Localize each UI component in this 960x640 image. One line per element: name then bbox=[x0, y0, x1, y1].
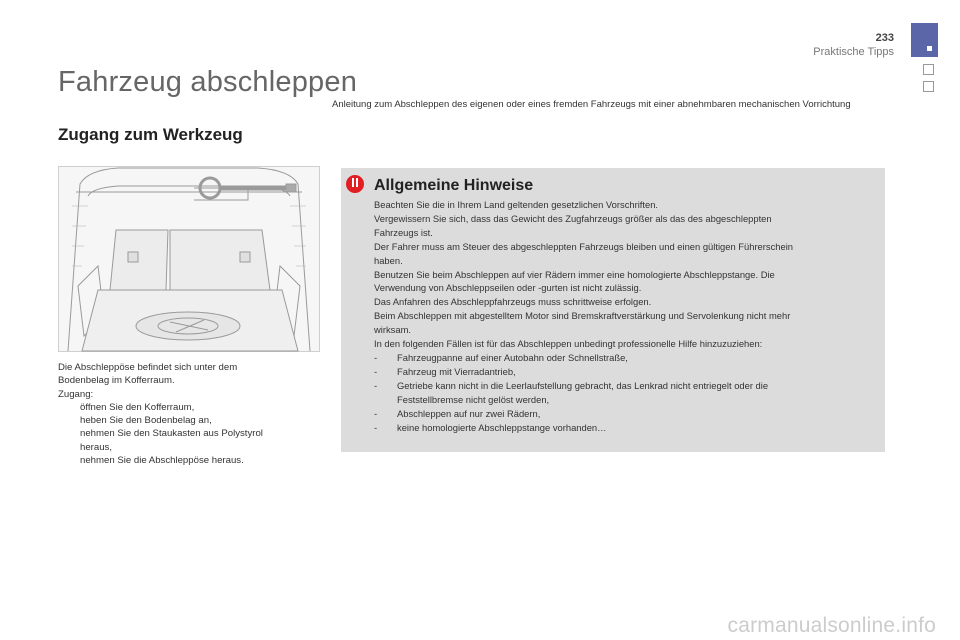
list-item-text: öffnen Sie den Kofferraum, bbox=[80, 401, 195, 413]
list-item bbox=[58, 401, 328, 414]
list-item bbox=[374, 351, 874, 365]
chapter-marker-empty bbox=[923, 81, 934, 92]
list-item-text: Fahrzeugpanne auf einer Autobahn oder Schnellstraße, bbox=[397, 351, 628, 363]
section-label: Praktische Tipps bbox=[813, 46, 894, 58]
trunk-illustration bbox=[58, 166, 320, 352]
list-item bbox=[374, 365, 874, 379]
notes-line: Das Anfahren des Abschleppfahrzeugs muss schrittweise erfolgen. bbox=[374, 296, 652, 308]
checkbox-bullet-icon bbox=[58, 401, 80, 414]
notes-line: Beim Abschleppen mit abgestelltem Motor sind Bremskraftverstärkung und Servolenkung nicht mehr bbox=[374, 310, 791, 322]
notes-line: Benutzen Sie beim Abschleppen auf vier Rädern immer eine homologierte Abschleppstange. Die bbox=[374, 268, 775, 280]
page-number: 233 bbox=[875, 32, 894, 44]
dash-marker: - bbox=[374, 407, 378, 419]
list-item-text: Getriebe kann nicht in die Leerlaufstellung gebracht, das Lenkrad nicht entriegelt oder die bbox=[397, 379, 769, 391]
notes-line: Vergewissern Sie sich, dass das Gewicht des Zugfahrzeugs größer als das des abgeschleppten bbox=[374, 212, 772, 224]
list-item bbox=[58, 427, 328, 454]
list-item bbox=[374, 421, 874, 435]
section-heading: Zugang zum Werkzeug bbox=[58, 125, 243, 144]
list-item-text: Feststellbremse nicht gelöst werden, bbox=[397, 393, 550, 405]
checkbox-bullet-icon bbox=[58, 427, 80, 454]
notes-line: Fahrzeugs ist. bbox=[374, 226, 433, 238]
list-item bbox=[58, 414, 328, 427]
list-item-text: Abschleppen auf nur zwei Rädern, bbox=[397, 407, 541, 419]
list-item-text: Fahrzeug mit Vierradantrieb, bbox=[397, 365, 516, 377]
list-item-text: heben Sie den Bodenbelag an, bbox=[80, 415, 212, 427]
notes-line: haben. bbox=[374, 254, 403, 266]
notes-line: wirksam. bbox=[374, 324, 411, 336]
dash-marker: - bbox=[374, 379, 378, 391]
list-item bbox=[58, 454, 328, 467]
notes-line: Verwendung von Abschleppseilen oder -gurten ist nicht zulässig. bbox=[374, 282, 642, 294]
checkbox-bullet-icon bbox=[58, 414, 80, 427]
watermark: carmanualsonline.info bbox=[727, 614, 936, 637]
page-title: Fahrzeug abschleppen bbox=[58, 66, 358, 98]
intro-line: Zugang: bbox=[58, 388, 94, 400]
intro-line: Bodenbelag im Kofferraum. bbox=[58, 375, 175, 387]
list-item-text: nehmen Sie den Staukasten aus Polystyrol bbox=[80, 428, 263, 440]
page-subtitle: Anleitung zum Abschleppen des eigenen oder eines fremden Fahrzeugs mit einer abnehmbaren mechanischen Vorrichtung bbox=[332, 99, 851, 110]
chapter-marker-empty bbox=[923, 64, 934, 75]
chapter-tab bbox=[911, 23, 938, 57]
intro-line: Die Abschleppöse befindet sich unter dem bbox=[58, 362, 238, 373]
notes-line: Beachten Sie die in Ihrem Land geltenden gesetzlichen Vorschriften. bbox=[374, 199, 659, 210]
warning-icon bbox=[346, 175, 364, 193]
list-item-text: nehmen Sie die Abschleppöse heraus. bbox=[80, 455, 244, 467]
chapter-tab-dot bbox=[927, 46, 932, 51]
dash-marker: - bbox=[374, 421, 378, 433]
list-item bbox=[374, 379, 874, 407]
notes-title: Allgemeine Hinweise bbox=[374, 177, 534, 194]
notes-line: In den folgenden Fällen ist für das Abschleppen unbedingt professionelle Hilfe hinzuzuziehen: bbox=[374, 338, 763, 350]
list-item-text: keine homologierte Abschleppstange vorhanden… bbox=[397, 421, 607, 433]
list-item bbox=[374, 407, 874, 421]
notes-line: Der Fahrer muss am Steuer des abgeschleppten Fahrzeugs bleiben und einen gültigen Führerschein bbox=[374, 240, 793, 252]
list-item-text: heraus, bbox=[80, 441, 112, 453]
dash-marker: - bbox=[374, 351, 378, 363]
notes-text bbox=[374, 198, 874, 434]
dash-marker: - bbox=[374, 365, 378, 377]
access-instructions bbox=[58, 361, 328, 467]
checkbox-bullet-icon bbox=[58, 454, 80, 467]
